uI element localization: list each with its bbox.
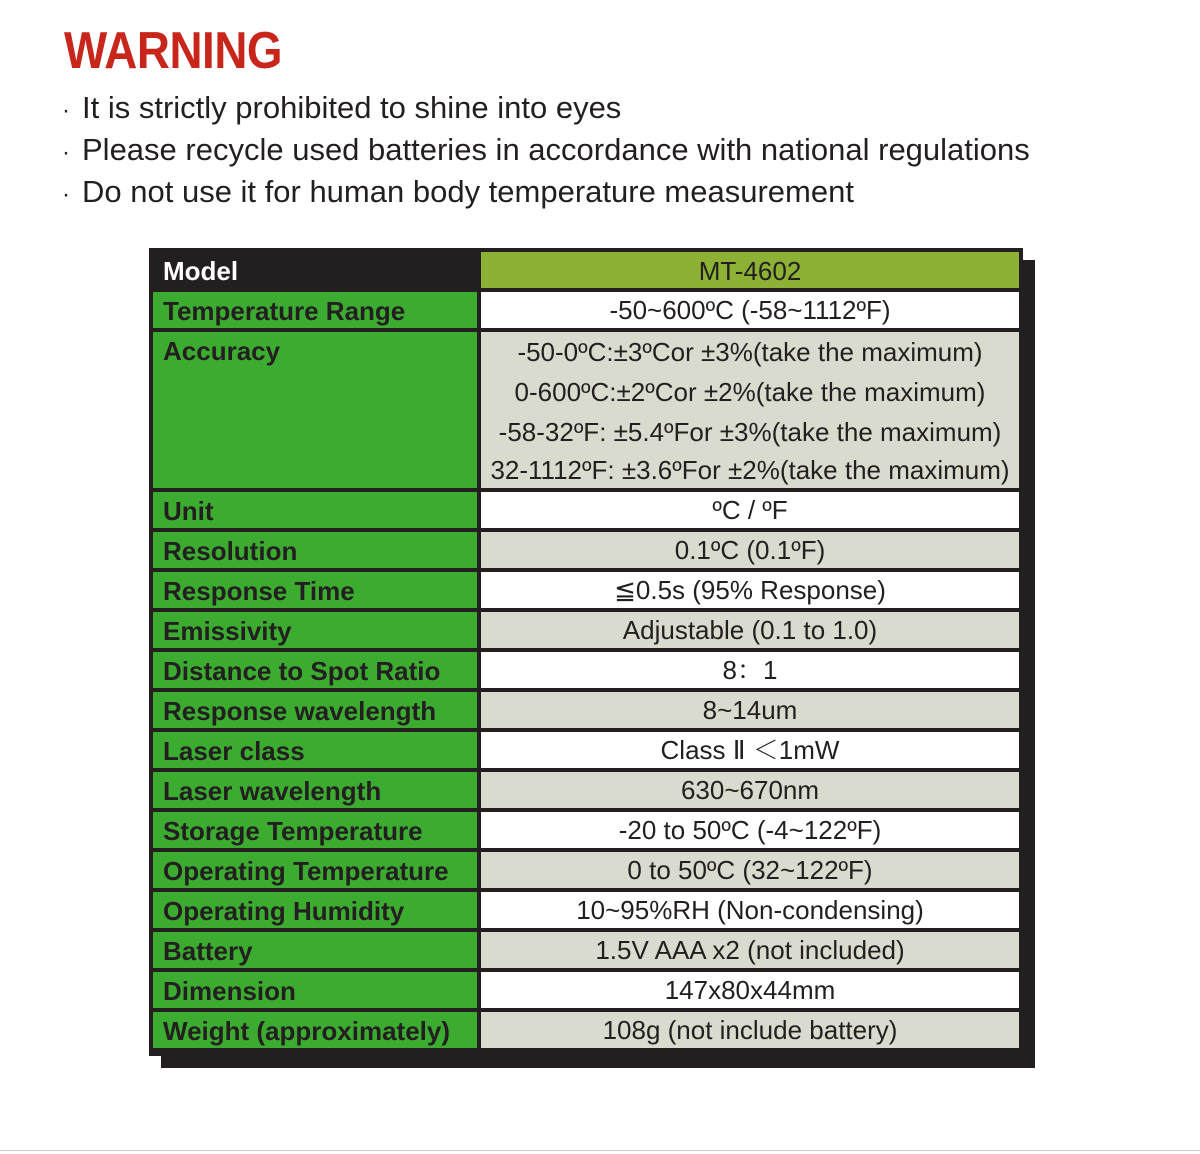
spec-label: Dimension xyxy=(153,972,477,1008)
spec-value-line: Adjustable (0.1 to 1.0) xyxy=(622,615,878,645)
spec-value-line: 108g (not include battery) xyxy=(602,1015,898,1045)
bullet-icon: · xyxy=(62,97,70,124)
spec-label: Laser wavelength xyxy=(153,772,477,808)
spec-value xyxy=(481,692,1019,728)
spec-label: Accuracy xyxy=(153,332,477,488)
spec-value-line: -50-0ºC:±3ºCor ±3%(take the maximum) xyxy=(517,337,983,367)
table-row xyxy=(149,492,1023,528)
warning-list xyxy=(62,88,1030,214)
table-row xyxy=(149,652,1023,688)
table-row xyxy=(149,1012,1023,1048)
spec-value-line: 8~14um xyxy=(702,695,798,725)
table-row xyxy=(149,532,1023,568)
spec-value-line: 630~670nm xyxy=(680,775,820,805)
warning-item xyxy=(62,88,1030,130)
table-row xyxy=(149,852,1023,888)
spec-value-line: 0 to 50ºC (32~122ºF) xyxy=(627,855,873,885)
spec-table-container xyxy=(149,248,1023,1056)
spec-label: Operating Temperature xyxy=(153,852,477,888)
table-row xyxy=(149,892,1023,928)
spec-value xyxy=(481,852,1019,888)
spec-label: Distance to Spot Ratio xyxy=(153,652,477,688)
spec-label: Unit xyxy=(153,492,477,528)
bullet-icon: · xyxy=(62,181,70,208)
spec-value xyxy=(481,492,1019,528)
table-header-row xyxy=(149,252,1023,288)
spec-label: Battery xyxy=(153,932,477,968)
spec-value xyxy=(481,812,1019,848)
spec-value xyxy=(481,732,1019,768)
table-row xyxy=(149,612,1023,648)
spec-value-line: 147x80x44mm xyxy=(664,975,836,1005)
warning-item-text: Please recycle used batteries in accordance with national regulations xyxy=(82,132,1030,167)
spec-value xyxy=(481,572,1019,608)
spec-value xyxy=(481,892,1019,928)
spec-value-line: Class Ⅱ ＜1mW xyxy=(660,735,840,765)
spec-label: Response wavelength xyxy=(153,692,477,728)
spec-label: Temperature Range xyxy=(153,292,477,328)
table-row xyxy=(149,692,1023,728)
spec-label: Storage Temperature xyxy=(153,812,477,848)
spec-value xyxy=(481,932,1019,968)
spec-value-line: 1.5V AAA x2 (not included) xyxy=(595,935,905,965)
spec-value xyxy=(481,772,1019,808)
spec-label: Emissivity xyxy=(153,612,477,648)
spec-value-line: 8：1 xyxy=(722,655,778,685)
table-row xyxy=(149,732,1023,768)
table-row xyxy=(149,932,1023,968)
table-row xyxy=(149,572,1023,608)
table-row xyxy=(149,972,1023,1008)
spec-value-line: 0-600ºC:±2ºCor ±2%(take the maximum) xyxy=(514,377,986,407)
table-row xyxy=(149,812,1023,848)
header-label: Model xyxy=(153,252,477,288)
spec-value-line: 0.1ºC (0.1ºF) xyxy=(674,535,826,565)
spec-label: Resolution xyxy=(153,532,477,568)
spec-label: Laser class xyxy=(153,732,477,768)
spec-value-line: ≦0.5s (95% Response) xyxy=(614,575,886,605)
warning-item-text: Do not use it for human body temperature measurement xyxy=(82,174,854,209)
spec-value-line: -50~600ºC (-58~1112ºF) xyxy=(609,295,891,325)
warning-title: WARNING xyxy=(64,22,283,80)
spec-value-line: ºC / ºF xyxy=(712,495,788,525)
bullet-icon: · xyxy=(62,139,70,166)
table-row xyxy=(149,772,1023,808)
header-value: MT-4602 xyxy=(481,252,1019,288)
warning-item xyxy=(62,172,1030,214)
spec-value-line: 10~95%RH (Non-condensing) xyxy=(576,895,924,925)
spec-value xyxy=(481,1012,1019,1048)
bottom-divider xyxy=(0,1150,1200,1151)
warning-item-text: It is strictly prohibited to shine into eyes xyxy=(82,90,622,125)
spec-label: Operating Humidity xyxy=(153,892,477,928)
warning-item xyxy=(62,130,1030,172)
table-row xyxy=(149,332,1023,488)
spec-value xyxy=(481,972,1019,1008)
spec-label: Response Time xyxy=(153,572,477,608)
spec-value xyxy=(481,292,1019,328)
spec-value xyxy=(481,332,1019,488)
spec-value xyxy=(481,532,1019,568)
spec-table xyxy=(149,248,1023,1056)
spec-value xyxy=(481,612,1019,648)
spec-value-line: -20 to 50ºC (-4~122ºF) xyxy=(618,815,882,845)
spec-label: Weight (approximately) xyxy=(153,1012,477,1048)
spec-value-line: 32-1112ºF: ±3.6ºFor ±2%(take the maximum) xyxy=(490,455,1010,485)
spec-value xyxy=(481,652,1019,688)
spec-value-line: -58-32ºF: ±5.4ºFor ±3%(take the maximum) xyxy=(498,417,1002,447)
table-row xyxy=(149,292,1023,328)
